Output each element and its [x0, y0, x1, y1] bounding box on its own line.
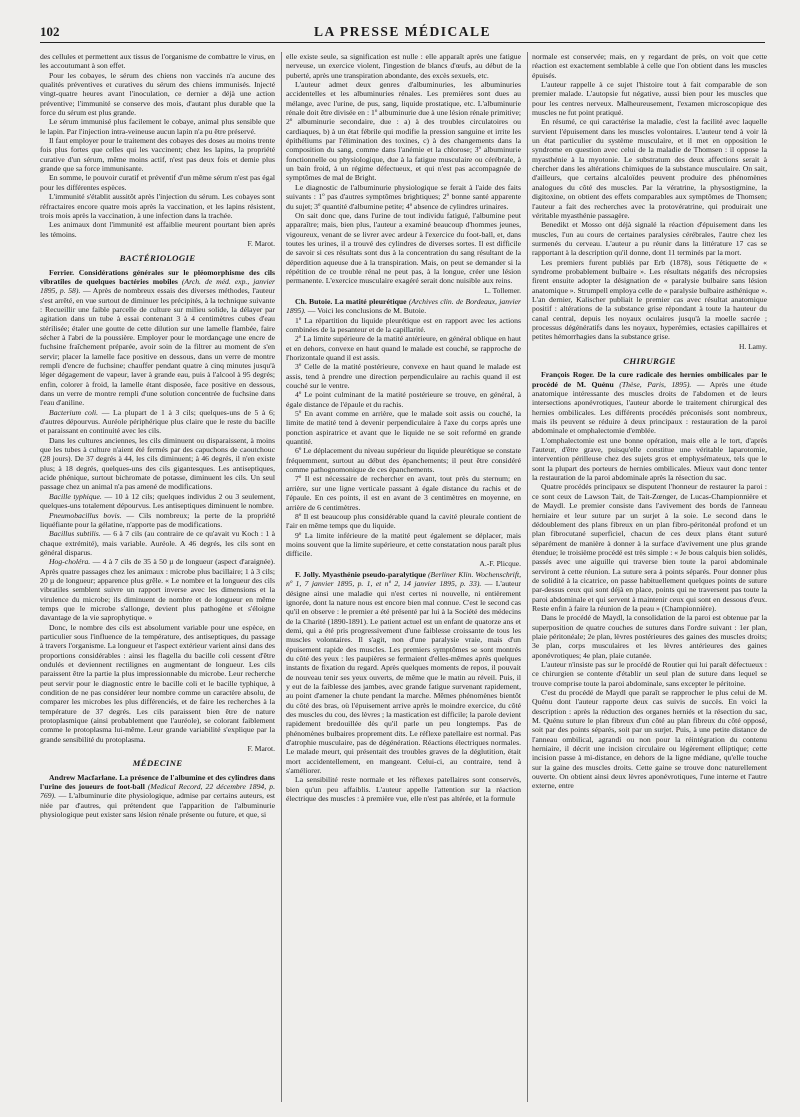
- article-reference: (Medical Record, 22 décembre 1894, p. 769).: [40, 782, 275, 801]
- signature: F. Marot.: [247, 744, 275, 754]
- article-text: — Après une étude anatomique intéressante des muscles droits de l'abdomen et de leurs intersections aponévrotiques, l'auteur aborde le traitement chirurgical des hernies ombilicales. Les différents procédés préconisés sont nombreux, mais ils peuvent se réduire à deux principaux : restauration de la paroi abdominale et omphalectomie d'emblée.: [532, 379, 767, 436]
- conclusion-item: 6º Le déplacement du niveau supérieur du liquide pleurétique se constate fréquemment, surtout au début des épanchements; il peut être considéré comme pathognomonique de ces épanchements.: [286, 446, 521, 475]
- paragraph: [40, 492, 275, 511]
- conclusion-item: 2º La limite supérieure de la matité antérieure, en général oblique en haut et en dehors, convexe en haut quand le malade est couché, se rapproche de l'horizontale quand il est assis.: [286, 334, 521, 362]
- bacterium-name: Bacillus subtilis.: [49, 529, 101, 539]
- paragraph: Les premiers furent publiés par Erb (1878), sous l'étiquette de « syndrome probablement bulbaire ». Les résultats négatifs des nécropsies firent ensuite adopter la désignation de « paralysie bulbaire sans lésion anatomique ». Strumpell employa celle de « paralysie bulbaire asthénique ». L'an dernier, Kalischer publiait le premier cas avec résultat anatomique positif : altérations de la substance grise répondant à toute la hauteur du canal central, depuis les noyaux oculaires jusqu'à la moelle sacrée ; processus dégénératifs dans les noyaux, hyperémies, ectasies capillaires et petites hémorrhagies dans la substance grise.: [532, 257, 767, 342]
- section-heading-medecine: MÉDECINE: [132, 758, 183, 769]
- journal-title: LA PRESSE MÉDICALE: [313, 24, 492, 39]
- conclusion-item: 4º Le point culminant de la matité postérieure se trouve, en général, à égale distance de l'épaule et du rachis.: [286, 390, 521, 409]
- conclusion-item: 3º Celle de la matité postérieure, convexe en haut quand le malade est assis, tend à prendre une direction perpendiculaire au rachis quand il est couché sur le ventre.: [286, 362, 521, 391]
- article-text: — L'albuminurie dite physiologique, admise par certains auteurs, est niée par d'autres, qui prétendent que l'apparition de l'albuminurie physiologique peut exister sans lésion rénale présente ou future, et que, si: [40, 791, 275, 820]
- paragraph: La sensibilité reste normale et les réflexes patellaires sont conservés, bien qu'un peu affaiblis. L'auteur appelle l'attention sur la réaction électrique des muscles : à première vue, elle n'est pas altérée, et la formule: [286, 775, 521, 804]
- conclusion-item: 9º La limite inférieure de la matité peut également se déplacer, mais moins souvent que la limite supérieure, et cette constatation nous paraît plus difficile.: [286, 530, 521, 559]
- column-2: [286, 52, 521, 1107]
- paragraph: L'immunité s'établit aussitôt après l'injection du sérum. Les cobayes sont réfractaires encore quatre mois après la vaccination, et les lapins résistent, trois mois après la vaccination, à une infection dans la trachée.: [40, 192, 275, 220]
- article-author: François Roger.: [541, 370, 595, 380]
- paragraph: En résumé, ce qui caractérise la maladie, c'est la facilité avec laquelle survient l'épuisement dans les muscles volontaires. L'auteur tend à voir là un état particulier du système musculaire, et il met en opposition le syndrome en question avec celui de la maladie de Thomsen : il oppose la myasthénie à la myotonie. Le substratum des deux affections serait à chercher dans les altérations chimiques de la substance musculaire. On sait, d'ailleurs, que certains alcaloïdes peuvent produire des phénomènes analogues du côté des muscles. Par la vératrine, la physostigmine, la digitoxine, on obtient des effets comparables aux symptômes de Thomsen; l'auteur a fait des recherches avec la protovératrine, qui produirait une véritable myasthénie passagère.: [532, 117, 767, 220]
- signature: H. Lamy.: [738, 341, 767, 351]
- conclusion-item: 5º En avant comme en arrière, que le malade soit assis ou couché, la limite de matité tend à devenir perpendiculaire à l'axe du corps après une ponction aspiratrice et avant que le liquide ne se soit reformé en grande quantité.: [286, 409, 521, 447]
- review-butoie: [286, 297, 521, 316]
- article-title: La matité pleurétique: [334, 296, 407, 306]
- article-author: F. Jolly.: [295, 569, 321, 579]
- paragraph: L'auteur rappelle à ce sujet l'histoire tout à fait comparable de son premier malade. L'autopsie fut négative, aussi bien pour les muscles que pour les centres nerveux. Malheureusement, l'examen microscopique des muscles ne fut point pratiqué.: [532, 80, 767, 118]
- paragraph: [40, 529, 275, 557]
- bacterium-name: Hog-choléra.: [49, 557, 91, 567]
- article-columns: [40, 52, 767, 1107]
- conclusion-item: 7º Il est nécessaire de rechercher en avant, tout près du sternum; en arrière, sur une ligne verticale passant à égale distance du rachis et de l'épaule. En ces points, il est en avant de 3 centimètres en moyenne, en arrière de 6 centimètres.: [286, 474, 521, 512]
- paragraph: elle existe seule, sa signification est nulle : elle apparaît après une fatigue nerveuse, un exercice violent, l'ingestion de blancs d'œufs, au début de la puberté, après une transpiration abondante, des excès sexuels, etc.: [286, 52, 521, 80]
- bacterium-name: Bacille typhique.: [49, 491, 102, 501]
- article-title: De la cure radicale des hernies ombilicales par le procédé de M. Quénu: [532, 370, 767, 389]
- paragraph: Benedikt et Mosso ont déjà signalé la réaction d'épuisement dans les muscles, l'un au cours de certaines paralysies cérébrales, l'autre chez les surmenés du cerveau. L'auteur a pu réunir dans la littérature 17 cas se rapportant à la description qu'il donne, dont 11 terminés par la mort.: [532, 220, 767, 258]
- paragraph: normale est conservée; mais, en y regardant de près, on voit que cette réaction est exactement semblable à celle que l'on obtient dans les muscles épuisés.: [532, 52, 767, 80]
- bacterium-name: Bacterium coli.: [49, 407, 99, 417]
- article-text: — L'auteur désigne ainsi une maladie qui n'est certes ni nouvelle, ni entièrement ignorée, dont la nature nous est encore bien mal connue. C'est le second cas qu'il en observe : le premier a été présenté par lui à la Société des médecins de la Charité (1890-1891). Le patient actuel est un enfant de quatorze ans et demi, qui a été pris progressivement d'une faiblesse croissante de tous les muscles volontaires. Il s'agit, non d'une paralysie vraie, mais d'un épuisement rapide des muscles. Les premiers symptômes se sont montrés du côté des yeux : les paupières se fermaient d'elles-mêmes après quelques instants de fixation du regard. Après quelques moments de repos, il pouvait de nouveau tenir ses yeux ouverts, de même que le matin au réveil. Puis, il y eut de la faiblesse des jambes, avec grande fatigue survenant rapidement, au point d'amener la chute pendant la marche. Mêmes phénomènes bientôt du côté des bras, où l'épuisement arrive après le moindre exercice, du côté des muscles du cou, des lèvres ; la mastication est difficile; la parole devient rapidement bredouillée dès qu'il parle un peu longtemps. Pas de phénomènes bulbaires proprement dits. Le réflexe patellaire est normal. Pas d'atrophie musculaire, pas de dégénération. Réactions électriques normales. Le malade meurt, qui présentait des troubles graves de la déglutition, était mort accidentellement, en mangeant. Celui-ci, au contraire, tend à s'améliorer.: [286, 579, 521, 776]
- paragraph: [40, 408, 275, 436]
- article-reference: (Arch. de méd. exp., janvier 1895, p. 58).: [40, 276, 275, 296]
- bacterium-name: Pneumobacillus bovis.: [49, 510, 122, 520]
- article-author: Ferrier.: [49, 267, 75, 277]
- column-divider: [527, 52, 528, 1102]
- article-title: Considérations générales sur le pléomorphisme des cils vibratiles de quelques bactéries mobiles: [40, 267, 275, 286]
- paragraph: Le sérum immunisé plus facilement le cobaye, animal plus sensible que le lapin. Par l'injection intra-veineuse aucun lapin n'a pu être préservé.: [40, 117, 275, 136]
- article-reference: (Berliner Klin. Wochenschrift, nº 1, 7 janvier 1895, p. 1, et nº 2, 14 janvier 1895, p. 33).: [286, 569, 521, 589]
- paragraph: En somme, le pouvoir curatif et préventif d'un même sérum n'est pas égal pour les différentes espèces.: [40, 173, 275, 192]
- paragraph: L'omphalectomie est une bonne opération, mais elle a le tort, d'après l'auteur, d'être grave, puisqu'elle constitue une véritable laparotomie, intervention périlleuse chez des sujets gros et emphysémateux, tels que le sont la plupart des porteurs de hernies ombilicales. Mieux vaut donc tenter la restauration de la paroi abdominale après la résection du sac.: [532, 435, 767, 483]
- paragraph: Pour les cobayes, le sérum des chiens non vaccinés n'a aucune des qualités préventives et curatives du sérum des chiens immunisés. Injecté vingt-quatre heures avant l'inoculation, ce dernier a déjà une action préventive; l'immunité se conserve des mois, d'autant plus durable que la force du sérum est plus grande.: [40, 70, 275, 118]
- article-text: — Après de nombreux essais des diverses méthodes, l'auteur s'est arrêté, en vue surtout de diminuer les précipités, à la technique suivante : Recueillir une faible parcelle de culture sur milieu solide, la délayer par agitation dans un tube à essai contenant 3 à 4 centimètres cubes d'eau stérilisée; étaler une goutte de cette dilution sur une lamelle flambée, faire sécher à l'abri de la poussière. Employer pour le mordançage une encre de fuchsine fraîchement préparée, avoir soin de la filtrer au moment de s'en servir; placer la lamelle face positive en dessous, dans un verre de montre rempli d'encre de fuchsine; chauffer pendant quatre à cinq minutes jusqu'à léger dégagement de vapeur, laver à grande eau, puis à l'alcool à 95 degrés; enfin, colorer à froid, la lamelle étant disposée, face positive en dessous, dans un verre de montre rempli d'une solution concentrée de fuchsine dans l'eau d'aniline.: [40, 286, 275, 408]
- paragraph: Dans le procédé de Maydl, la consolidation de la paroi est obtenue par la superposition de quatre couches de sutures dans l'ordre suivant : 1er plan, plaie péritonéale; 2e plan, lèvres postérieures des gaines des muscles droits; 3e plan, corps musculaires et les lèvres antérieures des gaines aponévrotiques; 4e plan, plaie cutanée.: [532, 613, 767, 660]
- article-reference: (Archives clin. de Bordeaux, janvier 1895).: [286, 296, 521, 316]
- paragraph: On sait donc que, dans l'urine de tout individu fatigué, l'albumine peut apparaître; mais, bien plus, l'auteur a examiné beaucoup d'hommes jeunes, vigoureux, venant de se livrer avec ardeur à l'exercice du foot-ball, et, dans toutes les urines, il a trouvé des cylindres de diverses sortes. Il est difficile de savoir si ces résultats sont dus à la concentration du sang résultant de la déperdition aqueuse due à la transpiration. Mais, on peut se demander si la répétition de ce trouble rénal ne peut pas, à la longue, créer une lésion permanente. L'exercice musculaire exagéré serait donc nuisible aux reins.: [286, 210, 521, 286]
- article-title: La présence de l'albumine et des cylindres dans l'urine des joueurs de foot-ball: [40, 772, 275, 792]
- paragraph: Le diagnostic de l'albuminurie physiologique se ferait à l'aide des faits suivants : 1º pas d'autres symptômes brightiques; 2º bonne santé apparente du sujet; 3º quantité d'albumine petite; 4º absence de cylindres urinaires.: [286, 182, 521, 211]
- section-heading-bacteriologie: BACTÉRIOLOGIE: [119, 253, 196, 264]
- bacterium-text: — Cils nombreux; la perte de la propriété liquéfiante pour la gélatine, n'apporte pas de modifications.: [40, 510, 275, 529]
- paragraph: [40, 511, 275, 530]
- paragraph: L'auteur n'insiste pas sur le procédé de Routier qui lui paraît défectueux : ce chirurgien se contente d'établir un seul plan de suture dans lequel se trouve comprise toute la paroi abdominale, sans excepter le péritoine.: [532, 660, 767, 688]
- paragraph: Donc, le nombre des cils est absolument variable pour une espèce, en particulier sous l'influence de la température, des antiseptiques, du passage à travers l'organisme. La longueur et l'aspect extérieur varient ainsi dans des proportions considérables : ainsi les flagella du bacille coli cessent d'être ondulés et deviennent rectilignes en augmentant de longueur. Les cils paraissent être la partie la plus impressionnable du microbe. Leur recherche peut servir pour le diagnostic entre le bacille coli et le bacille typhique, à condition de ne pas considérer leur nombre comme un caractère absolu, de comparer les microbes les plus différenciés, et de faire les recherches à la température de 37 degrés. Les cils paraissent bien être de nature protoplasmique (ainsi probablement que l'auréole), se colorant faiblement comme le protoplasma lui-même. Leur grande variabilité s'explique par la grande sensibilité du protoplasma.: [40, 622, 275, 744]
- paragraph: Les animaux dont l'immunité est affaiblie meurent pourtant bien après les témoins.: [40, 220, 275, 239]
- conclusion-item: 8º Il est beaucoup plus considérable quand la cavité pleurale contient de l'air en même temps que du liquide.: [286, 511, 521, 531]
- review-macfarlane: [40, 773, 275, 820]
- article-author: Ch. Butoie.: [295, 296, 333, 306]
- signature: F. Marot.: [247, 238, 275, 248]
- paragraph: Dans les cultures anciennes, les cils diminuent ou disparaissent, à moins que les tubes à culture n'aient été fermés par des capuchons de caoutchouc (28 jours). De 37 degrés à 44, les cils diminuent; à 46 degrés, il n'en existe plus; à 18 degrés, quelques-uns des cils gigantesques. Les antiseptiques, acide phénique, surtout bichromate de potasse, diminuent les cils. Un seul passage chez un animal n'a pas amené de modifications.: [40, 435, 275, 492]
- bacterium-text: — 4 à 7 cils de 35 à 50 µ de longueur (aspect d'araignée). Après quatre passages chez les animaux : microbe plus bacillaire; 1 à 3 cils; 20 µ de longueur; apparence plus grêle. « Le nombre et la longueur des cils vibratiles semblent suivre un rapport inverse avec les dimensions et la virulence du microbe; ils diminuent de nombre et de longueur en même temps que le microbe s'allonge, devient plus pathogène et s'éloigne davantage de la vie saprophytique. »: [40, 557, 275, 623]
- review-ferrier: [40, 268, 275, 408]
- column-3: [532, 52, 767, 1107]
- paragraph: [40, 557, 275, 622]
- page-header: [40, 22, 765, 43]
- section-heading-chirurgie: CHIRURGIE: [623, 356, 676, 366]
- review-jolly: [286, 570, 521, 776]
- paragraph: L'auteur admet deux genres d'albuminuries, les albuminuries accidentelles et les albuminuries rénales. Les premières sont dues au mélange, avec l'urine, de pus, sang, liquide prostatique, etc. L'albuminurie rénale doit être divisée en : 1º albuminurie due à une lésion rénale primitive; 2º albuminurie secondaire, due : a) à des troubles circulatoires ou cardiaques, b) à un état fébrile qui modifie la pression sanguine et irrite les épithéliums par l'élimination des toxines, c) à des changements dans la composition du sang, comme dans l'anémie et la chlorose; 3º albuminurie fonctionnelle ou physiologique, due à la fatigue musculaire ou cérébrale, à un bain froid, à un régime défectueux, et qui n'est pas accompagnée de symptômes de mal de Bright.: [286, 80, 521, 183]
- article-author: Andrew Macfarlane.: [49, 772, 118, 782]
- article-reference: (Thèse, Paris, 1895).: [619, 379, 692, 389]
- article-title: Myasthénie pseudo-paralytique: [322, 569, 426, 579]
- paragraph: des cellules et permettent aux tissus de l'organisme de combattre le virus, en les accoutumant à son effet.: [40, 52, 275, 71]
- bacterium-text: — La plupart de 1 à 3 cils; quelques-uns de 5 à 6; d'autres dépourvus. Auréole périphérique plus claire que le reste du bacille et paraissant en continuité avec les cils.: [40, 407, 275, 436]
- article-text: — Voici les conclusions de M. Butoie.: [307, 306, 427, 316]
- column-1: [40, 52, 275, 1107]
- signature: A.-F. Plicque.: [479, 558, 521, 568]
- conclusion-item: 1º La répartition du liquide pleurétique est en rapport avec les actions combinées de la pesanteur et de la capillarité.: [286, 315, 521, 334]
- signature: L. Tollemer.: [484, 285, 521, 295]
- paragraph: Il faut employer pour le traitement des cobayes des doses au moins trente fois plus fortes que celles qui les vaccinent; chez les lapins, la propriété curative d'un sérum, même moins actif, n'est pas deux fois et demie plus grande que sa force immunisante.: [40, 136, 275, 174]
- bacterium-text: — 6 à 7 cils (au contraire de ce qu'avait vu Koch : 1 à chaque extrémité), mais variable. Auréole. A 46 degrés, les cils sont en général disparus.: [40, 529, 275, 557]
- column-divider: [281, 52, 282, 1102]
- page-number: 102: [40, 24, 60, 39]
- review-roger: [532, 370, 767, 435]
- bacterium-text: — 10 à 12 cils; quelques individus 2 ou 3 seulement, quelques-uns totalement dépourvus. Les antiseptiques diminuent le nombre.: [40, 491, 275, 511]
- paragraph: C'est du procédé de Maydl que paraît se rapprocher le plus celui de M. Quénu dont l'auteur rapporte deux cas suivis de succès. En voici la description : après la réduction des organes herniés et la résection du sac, M. Quénu suture le plan fibreux d'un côté au plan fibreux du côté opposé, soit par des points séparés, soit par un surjet. Puis, à une petite distance de l'anneau ombilical, agrandi ou non pour la réintégration du contenu herniaire, il décrit une incision circulaire ou légèrement elliptique; cette incision passe à mi-distance, en dehors de la ligne médiane, qu'elle touche sur la gaine des muscles droits. Cette gaine se trouve donc naturellement ouverte. On obtient ainsi deux lèvres aponévrotiques, l'une interne et l'autre externe, entre: [532, 688, 767, 791]
- paragraph: Quatre procédés principaux se disputent l'honneur de restaurer la paroi : ce sont ceux de Lawson Tait, de Tait-Zœnger, de Lucas-Championnière et de Maydl. Le premier consiste dans l'avivement des bords de l'anneau herniaire et leur suture par un surjet à la soie. Le second dans le dédoublement des plans fibreux en un plan fibro-péritonéal profond et un plan fibrocutané superficiel, chacun de ces deux plans étant suturé séparément de manière à donner à la surface d'avivement une plus grande étendue; le troisième procédé est très simple : « Je bous calquis bien solidés, passés avec une aiguille qui traverse bien toute la paroi abdominale serviront à cette réunion. La suture sera à points séparés. Pour donner plus de solidité à la cicatrice, on passe habituellement quelques points de suture par-dessus ceux qui sont déjà en place, points qui ne traversent pas toute la paroi abdominale et qui servent à maintenir ceux qui sont en dessous d'eux. Reste enfin à faire la réunion de la peau » (Championnière).: [532, 482, 767, 613]
